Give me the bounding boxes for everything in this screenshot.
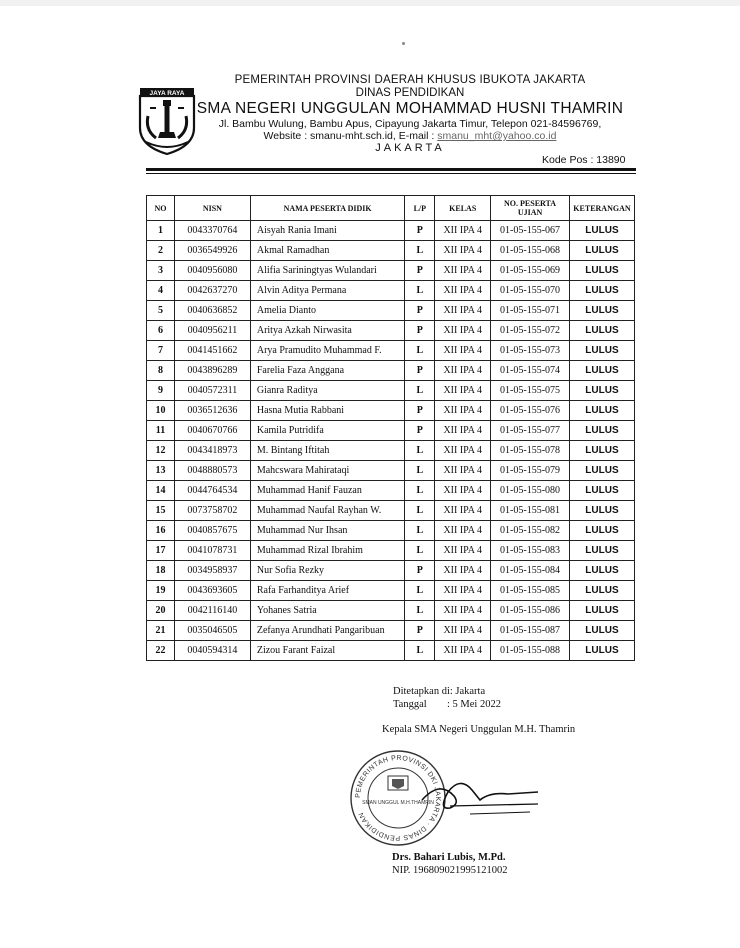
letterhead [190,74,630,154]
class-cell: XII IPA 4 [435,381,491,401]
issued-place: Ditetapkan di: Jakarta [393,686,486,697]
class-cell: XII IPA 4 [435,581,491,601]
signature-icon [420,770,540,820]
table-row [147,641,635,661]
exam-number-cell: 01-05-155-086 [491,601,570,621]
principal-nip: NIP. 196809021995121002 [392,865,508,876]
class-cell: XII IPA 4 [435,621,491,641]
exam-number-cell: 01-05-155-070 [491,281,570,301]
principal-name: Drs. Bahari Lubis, M.Pd. [392,852,506,863]
status-cell: LULUS [569,361,634,381]
table-row [147,301,635,321]
class-cell: XII IPA 4 [435,361,491,381]
school-name: SMA NEGERI UNGGULAN MOHAMMAD HUSNI THAMRIN [196,100,624,117]
government-line: PEMERINTAH PROVINSI DAERAH KHUSUS IBUKOTA JAKARTA [234,74,586,86]
class-cell: XII IPA 4 [435,301,491,321]
status-cell: LULUS [569,401,634,421]
table-row [147,561,635,581]
table-row [147,361,635,381]
nisn-cell: 0043418973 [174,441,250,461]
class-cell: XII IPA 4 [435,601,491,621]
exam-number-cell: 01-05-155-084 [491,561,570,581]
row-number-cell: 10 [147,401,175,421]
row-number-cell: 13 [147,461,175,481]
nisn-cell: 0040594314 [174,641,250,661]
student-name-cell: Kamila Putridifa [250,421,405,441]
student-name-cell: Alvin Aditya Permana [250,281,405,301]
scan-edge [0,0,740,6]
class-cell: XII IPA 4 [435,481,491,501]
class-cell: XII IPA 4 [435,641,491,661]
gender-cell: L [405,461,435,481]
gender-cell: P [405,321,435,341]
header-col-nisn: NISN [174,196,250,221]
row-number-cell: 22 [147,641,175,661]
gender-cell: P [405,361,435,381]
exam-number-cell: 01-05-155-069 [491,261,570,281]
exam-number-cell: 01-05-155-073 [491,341,570,361]
nisn-cell: 0042637270 [174,281,250,301]
header-col-nama: NAMA PESERTA DIDIK [250,196,405,221]
table-row [147,501,635,521]
status-cell: LULUS [569,241,634,261]
table-row [147,521,635,541]
gender-cell: L [405,341,435,361]
gender-cell: L [405,521,435,541]
status-cell: LULUS [569,601,634,621]
website-text: Website : smanu-mht.sch.id, E-mail : [263,130,438,142]
exam-number-cell: 01-05-155-072 [491,321,570,341]
header-rule-thin [146,173,636,174]
student-name-cell: Alifia Sariningtyas Wulandari [250,261,405,281]
scan-speck [402,42,405,45]
gender-cell: L [405,581,435,601]
row-number-cell: 17 [147,541,175,561]
nisn-cell: 0036549926 [174,241,250,261]
postal-code: Kode Pos : 13890 [542,154,626,166]
class-cell: XII IPA 4 [435,501,491,521]
row-number-cell: 1 [147,221,175,241]
row-number-cell: 6 [147,321,175,341]
row-number-cell: 19 [147,581,175,601]
nisn-cell: 0040956080 [174,261,250,281]
row-number-cell: 8 [147,361,175,381]
status-cell: LULUS [569,621,634,641]
table-row [147,221,635,241]
nisn-cell: 0048880573 [174,461,250,481]
nisn-cell: 0040670766 [174,421,250,441]
exam-number-cell: 01-05-155-067 [491,221,570,241]
gender-cell: L [405,441,435,461]
gender-cell: P [405,261,435,281]
contact-line [190,130,630,142]
status-cell: LULUS [569,421,634,441]
exam-number-cell: 01-05-155-087 [491,621,570,641]
row-number-cell: 5 [147,301,175,321]
row-number-cell: 11 [147,421,175,441]
issued-date [393,699,501,710]
class-cell: XII IPA 4 [435,441,491,461]
class-cell: XII IPA 4 [435,561,491,581]
gender-cell: P [405,421,435,441]
status-cell: LULUS [569,261,634,281]
row-number-cell: 20 [147,601,175,621]
header-col-kelas: KELAS [435,196,491,221]
status-cell: LULUS [569,641,634,661]
student-name-cell: Yohanes Satria [250,601,405,621]
exam-number-cell: 01-05-155-068 [491,241,570,261]
city-line: JAKARTA [375,142,445,154]
table-row [147,421,635,441]
student-name-cell: Muhammad Hanif Fauzan [250,481,405,501]
row-number-cell: 12 [147,441,175,461]
status-cell: LULUS [569,341,634,361]
student-name-cell: Zizou Farant Faizal [250,641,405,661]
stamp-ring-text: PEMERINTAH PROVINSI DKI JAKARTA · DINAS PENDIDIKAN [354,754,442,842]
principal-title: Kepala SMA Negeri Unggulan M.H. Thamrin [382,724,576,735]
nisn-cell: 0043370764 [174,221,250,241]
class-cell: XII IPA 4 [435,341,491,361]
student-name-cell: Arya Pramudito Muhammad F. [250,341,405,361]
table-row [147,441,635,461]
gender-cell: P [405,401,435,421]
status-cell: LULUS [569,221,634,241]
table-row [147,341,635,361]
header-col-no-peserta: NO. PESERTA UJIAN [491,196,570,221]
exam-number-cell: 01-05-155-081 [491,501,570,521]
student-name-cell: Nur Sofia Rezky [250,561,405,581]
exam-number-cell: 01-05-155-071 [491,301,570,321]
class-cell: XII IPA 4 [435,521,491,541]
status-cell: LULUS [569,481,634,501]
jaya-raya-logo-icon [136,86,198,156]
student-name-cell: Muhammad Rizal Ibrahim [250,541,405,561]
nisn-cell: 0041451662 [174,341,250,361]
status-cell: LULUS [569,561,634,581]
class-cell: XII IPA 4 [435,421,491,441]
row-number-cell: 7 [147,341,175,361]
class-cell: XII IPA 4 [435,261,491,281]
header-col-no: NO [147,196,175,221]
status-cell: LULUS [569,321,634,341]
student-name-cell: Akmal Ramadhan [250,241,405,261]
row-number-cell: 16 [147,521,175,541]
student-name-cell: Rafa Farhanditya Arief [250,581,405,601]
status-cell: LULUS [569,541,634,561]
email-link[interactable]: smanu_mht@yahoo.co.id [437,130,557,142]
student-name-cell: Muhammad Naufal Rayhan W. [250,501,405,521]
table-body [147,221,635,661]
gender-cell: L [405,241,435,261]
gender-cell: P [405,221,435,241]
row-number-cell: 14 [147,481,175,501]
exam-number-cell: 01-05-155-074 [491,361,570,381]
table-row [147,401,635,421]
logo-text: JAYA RAYA [149,90,185,98]
gender-cell: L [405,381,435,401]
student-name-cell: Amelia Dianto [250,301,405,321]
row-number-cell: 15 [147,501,175,521]
nisn-cell: 0040857675 [174,521,250,541]
table-row [147,581,635,601]
exam-number-cell: 01-05-155-079 [491,461,570,481]
table-row [147,261,635,281]
status-cell: LULUS [569,521,634,541]
exam-number-cell: 01-05-155-077 [491,421,570,441]
table-header-row [147,196,635,221]
class-cell: XII IPA 4 [435,321,491,341]
student-name-cell: Mahcswara Mahirataqi [250,461,405,481]
class-cell: XII IPA 4 [435,401,491,421]
gender-cell: P [405,301,435,321]
nisn-cell: 0040636852 [174,301,250,321]
student-name-cell: Aisyah Rania Imani [250,221,405,241]
graduation-table [146,195,635,661]
table-row [147,321,635,341]
date-label: Tanggal [393,699,427,710]
gender-cell: L [405,541,435,561]
student-name-cell: Zefanya Arundhati Pangaribuan [250,621,405,641]
header-col-keterangan: KETERANGAN [569,196,634,221]
nisn-cell: 0041078731 [174,541,250,561]
nisn-cell: 0040956211 [174,321,250,341]
table-row [147,621,635,641]
status-cell: LULUS [569,281,634,301]
nisn-cell: 0043693605 [174,581,250,601]
student-name-cell: Hasna Mutia Rabbani [250,401,405,421]
header-rule-thick [146,168,636,171]
status-cell: LULUS [569,461,634,481]
gender-cell: P [405,621,435,641]
nisn-cell: 0036512636 [174,401,250,421]
nisn-cell: 0043896289 [174,361,250,381]
row-number-cell: 3 [147,261,175,281]
address-line: Jl. Bambu Wulung, Bambu Apus, Cipayung Jakarta Timur, Telepon 021-84596769, [218,118,602,130]
table-row [147,281,635,301]
student-name-cell: Muhammad Nur Ihsan [250,521,405,541]
class-cell: XII IPA 4 [435,541,491,561]
status-cell: LULUS [569,501,634,521]
student-name-cell: Gianra Raditya [250,381,405,401]
nisn-cell: 0034958937 [174,561,250,581]
row-number-cell: 18 [147,561,175,581]
class-cell: XII IPA 4 [435,281,491,301]
exam-number-cell: 01-05-155-078 [491,441,570,461]
stamp-inner-text: SMAN UNGGUL M.H.THAMRIN [362,800,434,806]
row-number-cell: 9 [147,381,175,401]
row-number-cell: 21 [147,621,175,641]
row-number-cell: 4 [147,281,175,301]
class-cell: XII IPA 4 [435,241,491,261]
table-row [147,381,635,401]
table-row [147,541,635,561]
status-cell: LULUS [569,581,634,601]
gender-cell: L [405,481,435,501]
nisn-cell: 0042116140 [174,601,250,621]
department-line: DINAS PENDIDIKAN [355,87,465,99]
table-row [147,241,635,261]
gender-cell: L [405,281,435,301]
status-cell: LULUS [569,301,634,321]
exam-number-cell: 01-05-155-080 [491,481,570,501]
class-cell: XII IPA 4 [435,461,491,481]
exam-number-cell: 01-05-155-088 [491,641,570,661]
nisn-cell: 0044764534 [174,481,250,501]
status-cell: LULUS [569,441,634,461]
nisn-cell: 0040572311 [174,381,250,401]
exam-number-cell: 01-05-155-085 [491,581,570,601]
student-name-cell: M. Bintang Iftitah [250,441,405,461]
exam-number-cell: 01-05-155-082 [491,521,570,541]
gender-cell: L [405,601,435,621]
table-row [147,461,635,481]
student-name-cell: Aritya Azkah Nirwasita [250,321,405,341]
gender-cell: L [405,641,435,661]
nisn-cell: 0073758702 [174,501,250,521]
row-number-cell: 2 [147,241,175,261]
status-cell: LULUS [569,381,634,401]
date-value: : 5 Mei 2022 [447,699,501,710]
table-row [147,481,635,501]
gender-cell: L [405,501,435,521]
header-col-lp: L/P [405,196,435,221]
exam-number-cell: 01-05-155-076 [491,401,570,421]
gender-cell: P [405,561,435,581]
student-name-cell: Farelia Faza Anggana [250,361,405,381]
class-cell: XII IPA 4 [435,221,491,241]
table-row [147,601,635,621]
exam-number-cell: 01-05-155-083 [491,541,570,561]
nisn-cell: 0035046505 [174,621,250,641]
exam-number-cell: 01-05-155-075 [491,381,570,401]
